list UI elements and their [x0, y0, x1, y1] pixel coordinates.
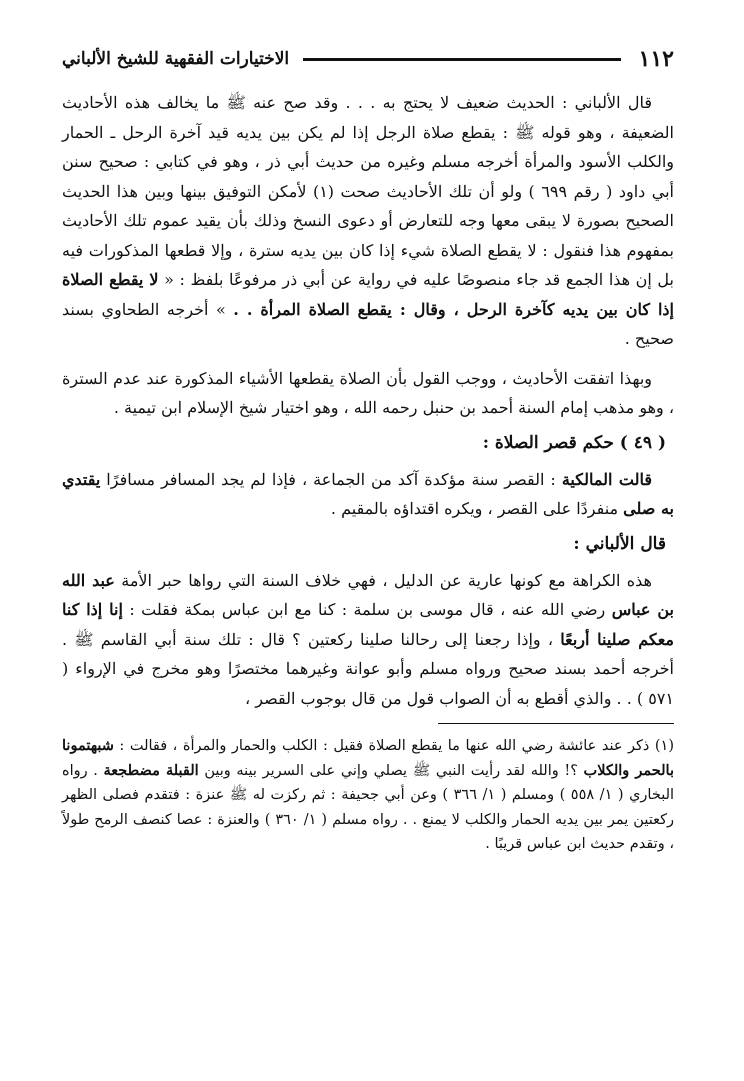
bold-phrase: القبلة مضطجعة [103, 761, 199, 779]
bold-phrase: يقتدي به صلى [62, 469, 674, 518]
page-number: ١١٢ [638, 46, 674, 72]
bold-name: عبد الله بن عباس [62, 570, 674, 619]
paragraph-text: منفردًا على القصر ، ويكره اقتداؤه بالمقيم . [330, 499, 624, 518]
footnote-divider [438, 723, 674, 724]
paragraph-text: هذه الكراهة مع كونها عارية عن الدليل ، فهي خلاف السنة التي رواها حبر الأمة [114, 570, 652, 590]
subheading: قال الألباني : [573, 533, 666, 554]
running-title: الاختيارات الفقهية للشيخ الألباني [62, 49, 290, 69]
footnote-text: ؟! والله لقد رأيت النبي ﷺ يصلي وإني على السرير بينه وبين [198, 762, 584, 779]
bold-quote: لا يقطع الصلاة إذا كان بين يديه كآخرة الرحل ، وقال : يقطع الصلاة المرأة . . [62, 270, 674, 319]
bold-quote: إنا إذا كنا معكم صلينا أربعًا [62, 600, 675, 649]
paragraph-albani-ruling [62, 88, 674, 354]
paragraph-maliki [62, 465, 674, 524]
header-rule [303, 58, 620, 61]
footnote-text: . رواه البخاري ( ١/ ٥٥٨ ) ومسلم ( ١/ ٣٦٦ ) وعن أبي جحيفة : ثم ركزت له ﷺ عنزة : فتقدم فصلى الظهر ركعتين يمر بين يديه الحمار والكلب لا يمنع . . رواه مسلم ( ١/ ٣٦٠ ) والعنزة : عصا كنصف الرمح طولاً ، وتقدم حديث ابن عباس قريبًا . [62, 762, 675, 852]
page-header [62, 40, 674, 78]
paragraph-reconciliation: وبهذا اتفقت الأحاديث ، ووجب القول بأن الصلاة يقطعها الأشياء المذكورة عند عدم السترة ، وهو مذهب إمام السنة أحمد بن حنبل رحمه الله ، وهو اختيار شيخ الإسلام ابن تيمية . [62, 368, 674, 417]
paragraph-text: » أخرجه الطحاوي بسند صحيح . [62, 299, 674, 348]
section-heading: ( ٤٩ ) حكم قصر الصلاة : [482, 432, 666, 453]
paragraph-text: ، وإذا رجعنا إلى رحالنا صلينا ركعتين ؟ قال : تلك سنة أبي القاسم ﷺ . أخرجه أحمد بسند صحيح ورواه مسلم وأبو عوانة وغيرهما مختصرًا وهو مخرج في الإرواء ( ٥٧١ ) . . والذي أقطع به أن الصواب قول من قال بوجوب القصر ، [62, 629, 674, 708]
bold-lead: قالت المالكية [561, 469, 652, 489]
footnote [62, 734, 674, 857]
paragraph-text: قال الألباني : الحديث ضعيف لا يحتج به . . . وقد صح عنه ﷺ ما يخالف هذه الأحاديث الضعيفة ، وهو قوله ﷺ : يقطع صلاة الرجل إذا لم يكن بين يديه قيد آخرة الرحل ـ الحمار والكلب الأسود والمرأة أخرجه مسلم وغيره من حديث أبي ذر ، وهو في كتابي : صحيح سنن أبي داود ( رقم ٦٩٩ ) ولو أن تلك الأحاديث صحت (١) لأمكن التوفيق بينها وبين هذا الحديث الصحيح بصورة لا يبقى معها وجه للتعارض أو دعوى النسخ وذلك بأن يقيد عموم تلك الأحاديث بمفهوم هذا فنقول : لا يقطع الصلاة شيء إذا كان بين يديه سترة ، وإلا قطعها المذكورات فيه بل إن هذا الجمع قد جاء منصوصًا عليه في رواية عن أبي ذر مرفوعًا بلفظ : « [62, 93, 675, 289]
paragraph-albani-response [62, 566, 674, 714]
paragraph-text: رضي الله عنه ، قال موسى بن سلمة : كنا مع ابن عباس بمكة فقلت : [122, 600, 612, 619]
bold-quote: شبهتمونا بالحمر والكلاب [62, 737, 674, 779]
footnote-text: (١) ذكر عند عائشة رضي الله عنها ما يقطع الصلاة فقيل : الكلب والحمار والمرأة ، فقالت : [113, 738, 674, 754]
paragraph-text: : القصر سنة مؤكدة آكد من الجماعة ، فإذا لم يجد المسافر مسافرًا [100, 469, 562, 489]
